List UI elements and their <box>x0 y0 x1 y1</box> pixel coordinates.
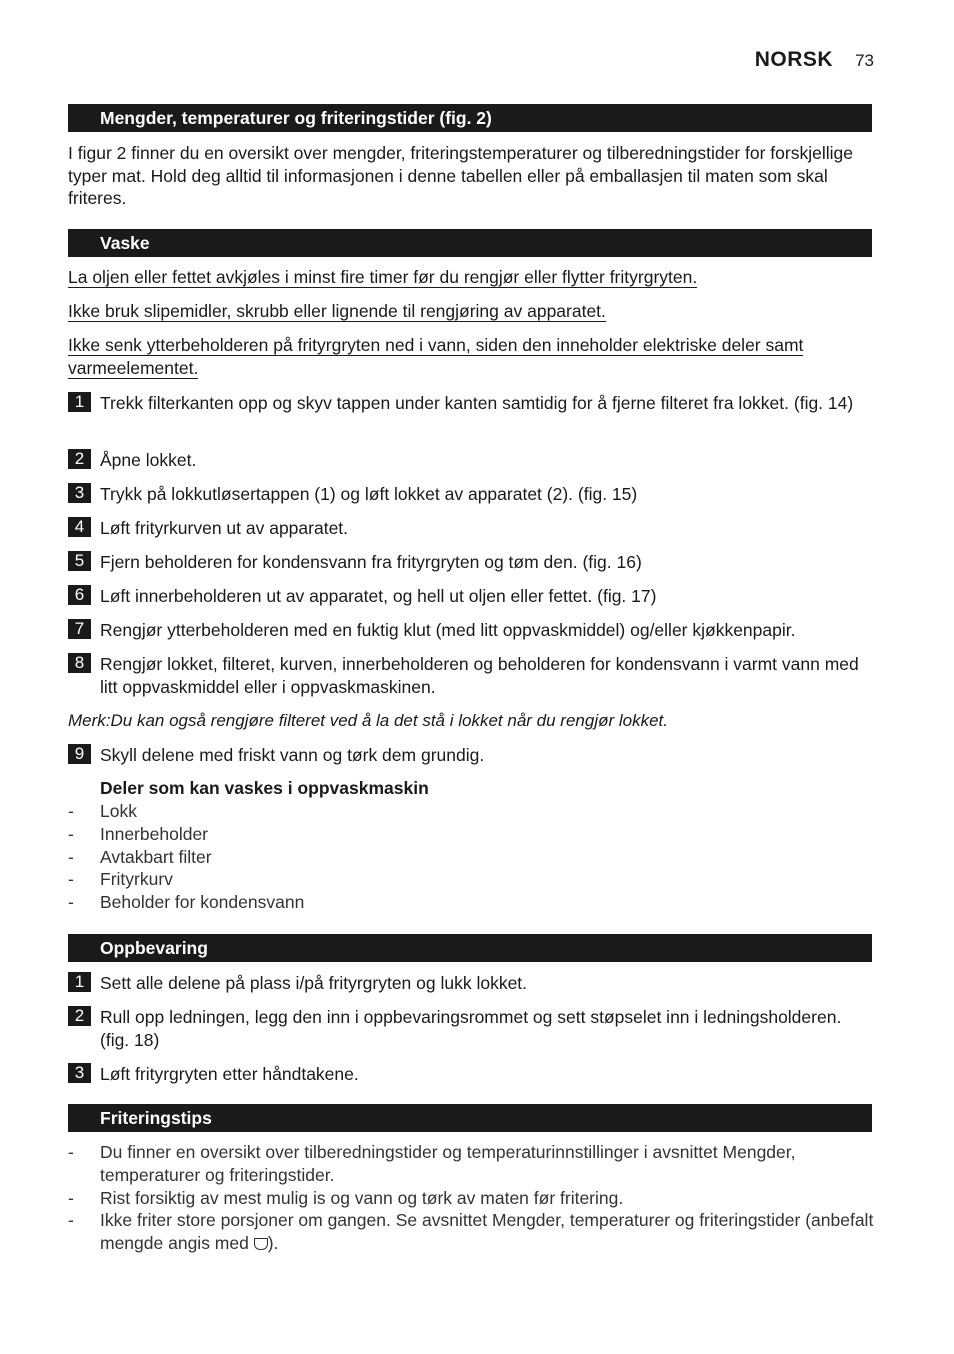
page-header <box>755 48 874 72</box>
vaske-step-4 <box>68 517 874 540</box>
step-number: 8 <box>68 653 91 673</box>
list-item: - Du finner en oversikt over tilberedningstider og temperaturinnstillinger i avsnittet Mengder, temperaturer og friteringstider. <box>68 1142 796 1185</box>
warning-3: Ikke senk ytterbeholderen på frityrgryten ned i vann, siden den inneholder elektriske deler samt varmeelementet. <box>68 335 804 378</box>
step-text: Løft frityrkurven ut av apparatet. <box>100 518 349 538</box>
step-number: 7 <box>68 619 91 639</box>
step-number: 5 <box>68 551 91 571</box>
step-number: 3 <box>68 483 91 503</box>
list-item: - Beholder for kondensvann <box>68 892 305 913</box>
step-number: 3 <box>68 1063 91 1083</box>
step-text: Åpne lokket. <box>100 450 197 470</box>
pot-icon <box>254 1238 268 1250</box>
section-title-vaske: Vaske <box>68 229 872 257</box>
list-item: - Frityrkurv <box>68 869 173 890</box>
step-number: 2 <box>68 449 91 469</box>
step-text: Rengjør ytterbeholderen med en fuktig klut (med litt oppvaskmiddel) og/eller kjøkkenpapir. <box>100 620 796 640</box>
step-text: Løft innerbeholderen ut av apparatet, og hell ut oljen eller fettet. (fig. 17) <box>100 586 657 606</box>
section-title-oppbevaring: Oppbevaring <box>68 934 872 962</box>
list-item: - Innerbeholder <box>68 823 208 844</box>
vaske-step-8 <box>68 653 874 698</box>
step-text: Rengjør lokket, filteret, kurven, innerbeholderen og beholderen for kondensvann i varmt vann med litt oppvaskmiddel eller i oppvaskmaskinen. <box>100 654 859 697</box>
section-title-mengder: Mengder, temperaturer og friteringstider (fig. 2) <box>68 104 872 132</box>
warning-1: La oljen eller fettet avkjøles i minst fire timer før du rengjør eller flytter frityrgryten. <box>68 267 698 287</box>
vaske-step-7 <box>68 619 874 642</box>
step-number: 9 <box>68 744 91 764</box>
oppbevaring-step-1 <box>68 972 874 995</box>
page-number: 73 <box>855 51 874 70</box>
mengder-text: I figur 2 finner du en oversikt over mengder, friteringstemperaturer og tilberedningstider for forskjellige typer mat. Hold deg alltid til informasjonen i denne tabellen eller på emballasjen til maten som skal friteres. <box>68 143 853 208</box>
list-item: - Rist forsiktig av mest mulig is og vann og tørk av maten før fritering. <box>68 1187 624 1208</box>
vaske-step-5 <box>68 551 874 574</box>
step-text: Skyll delene med friskt vann og tørk dem grundig. <box>100 745 485 765</box>
step-text: Fjern beholderen for kondensvann fra frityrgryten og tøm den. (fig. 16) <box>100 552 642 572</box>
tips-list <box>68 1141 874 1255</box>
list-item: - Ikke friter store porsjoner om gangen. Se avsnittet Mengder, temperaturer og friteringstider (anbefalt mengde angis med ). <box>68 1210 874 1254</box>
vaske-step-2 <box>68 449 874 472</box>
vaske-step-3 <box>68 483 874 506</box>
warning-2: Ikke bruk slipemidler, skrubb eller lignende til rengjøring av apparatet. <box>68 301 606 321</box>
vaske-step-1 <box>68 392 874 415</box>
dishwasher-list <box>68 800 874 914</box>
step-number: 4 <box>68 517 91 537</box>
step-text: Sett alle delene på plass i/på frityrgryten og lukk lokket. <box>100 973 528 993</box>
note: Merk:Du kan også rengjøre filteret ved å la det stå i lokket når du rengjør lokket. <box>68 711 668 730</box>
list-item: - Lokk <box>68 801 137 821</box>
step-number: 6 <box>68 585 91 605</box>
vaske-step-6 <box>68 585 874 608</box>
step-number: 1 <box>68 972 91 992</box>
language-label: NORSK <box>754 48 834 71</box>
dishwasher-subtitle: Deler som kan vaskes i oppvaskmaskin <box>100 778 429 798</box>
step-text: Løft frityrgryten etter håndtakene. <box>100 1064 359 1084</box>
oppbevaring-step-2 <box>68 1006 874 1051</box>
step-text: Trekk filterkanten opp og skyv tappen under kanten samtidig for å fjerne filteret fra lokket. (fig. 14) <box>100 393 854 413</box>
oppbevaring-step-3 <box>68 1063 874 1086</box>
section-title-friteringstips: Friteringstips <box>68 1104 872 1132</box>
step-number: 1 <box>68 392 91 412</box>
step-text: Trykk på lokkutløsertappen (1) og løft lokket av apparatet (2). (fig. 15) <box>100 484 638 504</box>
step-text: Rull opp ledningen, legg den inn i oppbevaringsrommet og sett støpselet inn i ledningsholderen. (fig. 18) <box>100 1007 842 1050</box>
vaske-step-9 <box>68 744 874 767</box>
list-item: - Avtakbart filter <box>68 846 212 867</box>
step-number: 2 <box>68 1006 91 1026</box>
